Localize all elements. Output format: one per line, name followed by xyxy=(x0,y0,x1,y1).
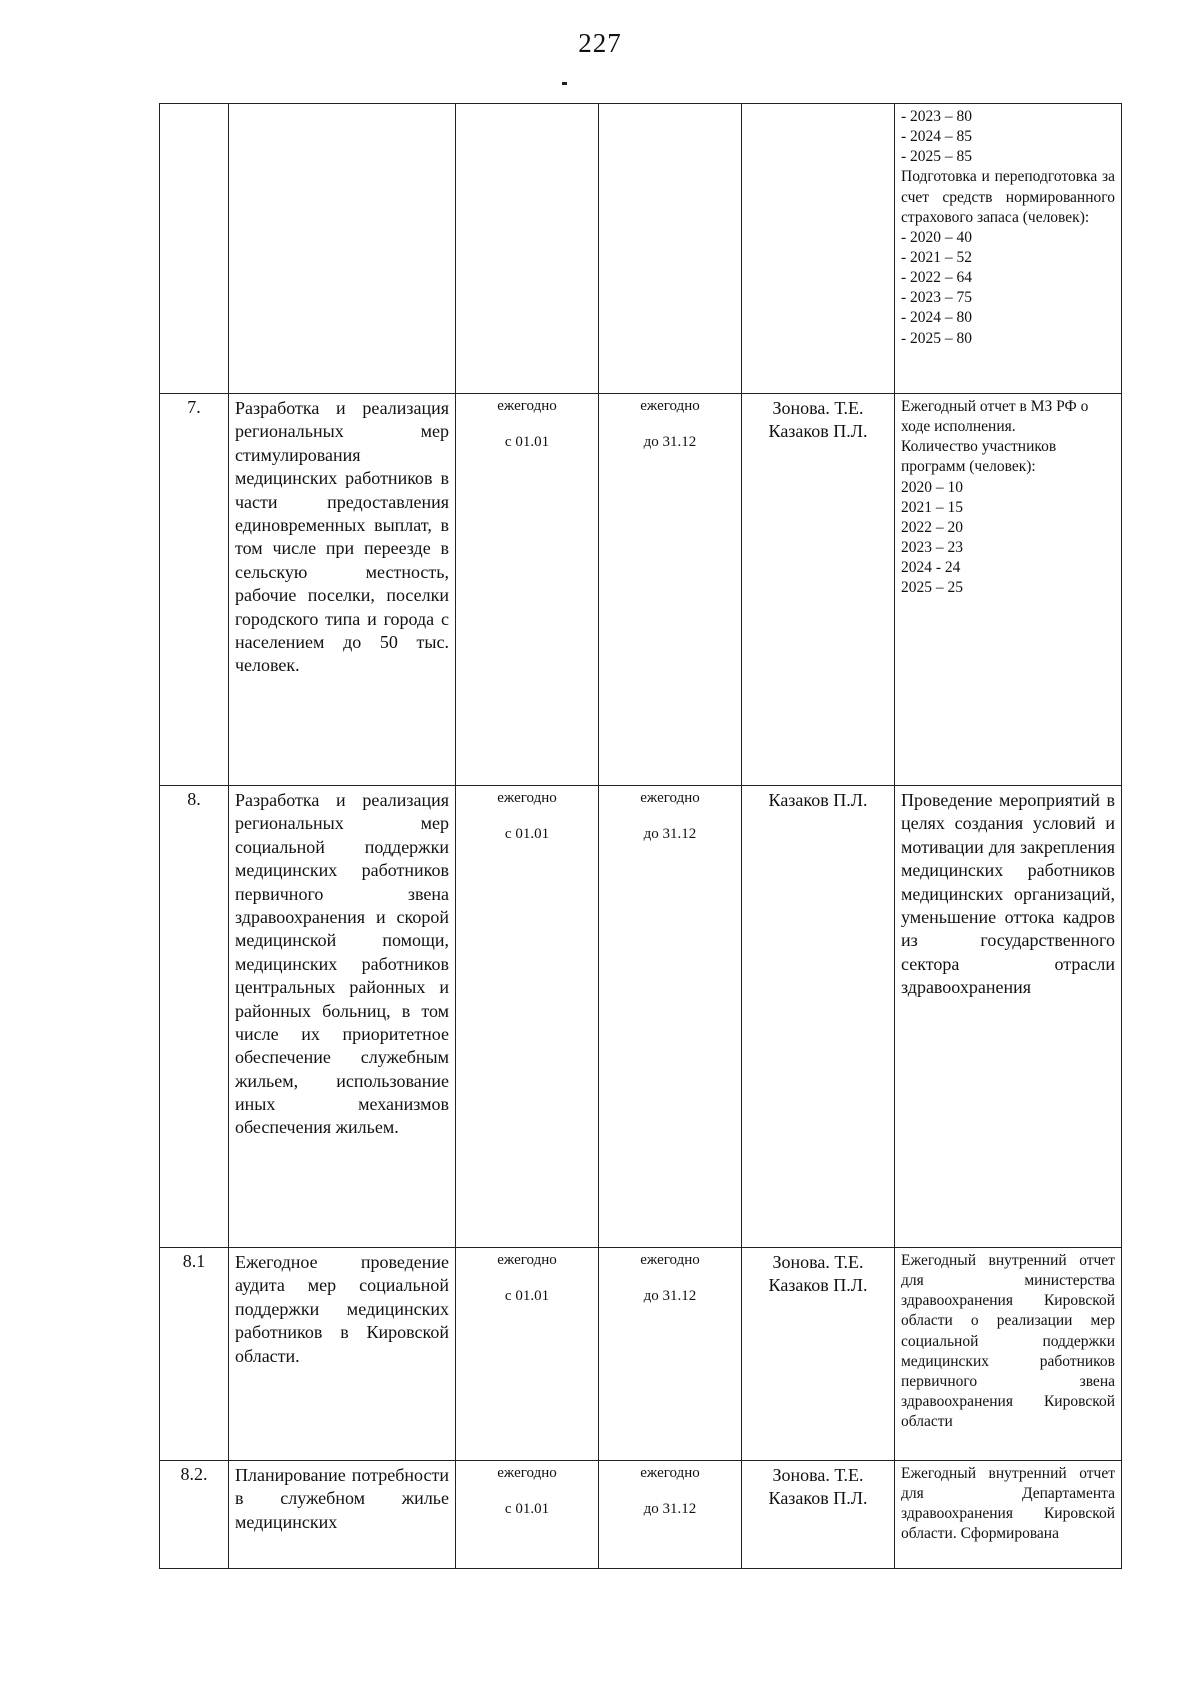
end-date-cell xyxy=(599,1461,742,1569)
table-row xyxy=(160,1248,1122,1461)
end-frequency: ежегодно xyxy=(640,790,700,806)
result-line: - 2022 – 64 xyxy=(901,269,973,287)
start-frequency: ежегодно xyxy=(497,398,557,414)
result-cell xyxy=(895,394,1122,786)
start-date-cell xyxy=(456,1461,599,1569)
responsible-person: Зонова. Т.Е. xyxy=(772,1465,864,1485)
row-number: 8. xyxy=(160,786,229,1248)
result-line: 2025 – 25 xyxy=(901,579,963,597)
start-date-cell xyxy=(456,1248,599,1461)
start-date: с 01.01 xyxy=(504,825,550,842)
start-frequency: ежегодно xyxy=(497,790,557,806)
end-frequency: ежегодно xyxy=(640,1252,700,1268)
responsible-cell xyxy=(742,1248,895,1461)
page-number: 227 xyxy=(578,28,622,58)
table-row xyxy=(160,394,1122,786)
result-line: 2022 – 20 xyxy=(901,518,963,536)
end-date-cell xyxy=(599,104,742,394)
measures-table xyxy=(159,103,1122,1569)
start-frequency: ежегодно xyxy=(497,1252,557,1268)
result-line: - 2021 – 52 xyxy=(901,248,973,266)
measure-name: Планирование потребности в служебном жилье медицинских xyxy=(229,1461,456,1569)
result-cell xyxy=(895,786,1122,1248)
result-line: 2024 - 24 xyxy=(901,559,961,577)
result-line: - 2024 – 80 xyxy=(901,309,973,327)
scan-mark xyxy=(562,82,567,85)
start-date: с 01.01 xyxy=(504,1500,550,1517)
row-number xyxy=(160,104,229,394)
row-number: 8.2. xyxy=(160,1461,229,1569)
responsible-person: Казаков П.Л. xyxy=(768,420,868,441)
start-date: с 01.01 xyxy=(504,1287,550,1304)
responsible-person: Зонова. Т.Е. xyxy=(772,1252,864,1272)
responsible-cell xyxy=(742,1461,895,1569)
result-line: - 2020 – 40 xyxy=(901,228,973,246)
table-row xyxy=(160,1461,1122,1569)
start-frequency: ежегодно xyxy=(497,1465,557,1481)
start-date-cell xyxy=(456,394,599,786)
responsible-person: Казаков П.Л. xyxy=(768,1487,868,1508)
measure-name: Разработка и реализация региональных мер социальной поддержки медицинских работников первичного звена здравоохранения и скорой медицинской помощи, медицинских работников центральных районных и районных больниц, в том числе их приоритетное обеспечение служебным жильем, использование иных механизмов обеспечения жильем. xyxy=(229,786,456,1248)
result-line: - 2023 – 80 xyxy=(901,108,973,125)
end-date-cell xyxy=(599,786,742,1248)
measure-name xyxy=(229,104,456,394)
result-line: Количество участников программ (человек): xyxy=(901,438,1057,476)
result-cell xyxy=(895,104,1122,394)
result-line: - 2025 – 80 xyxy=(901,329,973,347)
measure-name: Разработка и реализация региональных мер стимулирования медицинских работников в части предоставления единовременных выплат, в том числе при переезде в сельскую местность, рабочие поселки, поселки городского типа и города с населением до 50 тыс. человек. xyxy=(229,394,456,786)
result-line: - 2023 – 75 xyxy=(901,289,973,307)
end-date: до 31.12 xyxy=(643,433,697,450)
start-date-cell xyxy=(456,104,599,394)
end-frequency: ежегодно xyxy=(640,1465,700,1481)
end-date: до 31.12 xyxy=(643,1287,697,1304)
responsible-cell xyxy=(742,394,895,786)
responsible-cell xyxy=(742,786,895,1248)
result-cell xyxy=(895,1248,1122,1461)
table-row xyxy=(160,786,1122,1248)
row-number: 8.1 xyxy=(160,1248,229,1461)
result-cell xyxy=(895,1461,1122,1569)
row-number: 7. xyxy=(160,394,229,786)
end-date: до 31.12 xyxy=(643,1500,697,1517)
table-row xyxy=(160,104,1122,394)
result-line: Подготовка и переподготовка за счет средств нормированного страхового запаса (человек): xyxy=(901,168,1115,226)
responsible-person: Казаков П.Л. xyxy=(768,1274,868,1295)
result-line: Ежегодный внутренний отчет для Департамента здравоохранения Кировской области. Сформирована xyxy=(901,1465,1115,1543)
result-line: 2020 – 10 xyxy=(901,478,963,496)
result-line: - 2025 – 85 xyxy=(901,148,973,166)
end-date-cell xyxy=(599,1248,742,1461)
result-line: 2023 – 23 xyxy=(901,538,963,556)
end-date-cell xyxy=(599,394,742,786)
result-line: Ежегодный внутренний отчет для министерства здравоохранения Кировской области о реализации мер социальной поддержки медицинских работников первичного звена здравоохранения Кировской области xyxy=(901,1252,1115,1431)
responsible-cell xyxy=(742,104,895,394)
responsible-person: Зонова. Т.Е. xyxy=(772,398,864,418)
responsible-person: Казаков П.Л. xyxy=(768,790,868,810)
result-line: 2021 – 15 xyxy=(901,498,963,516)
end-date: до 31.12 xyxy=(643,825,697,842)
measure-name: Ежегодное проведение аудита мер социальной поддержки медицинских работников в Кировской области. xyxy=(229,1248,456,1461)
start-date-cell xyxy=(456,786,599,1248)
result-line: Проведение мероприятий в целях создания условий и мотивации для закрепления медицинских работников медицинских организаций, уменьшение оттока кадров из государственного сектора отрасли здравоохранения xyxy=(901,790,1115,998)
start-date: с 01.01 xyxy=(504,433,550,450)
end-frequency: ежегодно xyxy=(640,398,700,414)
result-line: Ежегодный отчет в МЗ РФ о ходе исполнения. xyxy=(901,398,1089,436)
result-line: - 2024 – 85 xyxy=(901,128,973,146)
